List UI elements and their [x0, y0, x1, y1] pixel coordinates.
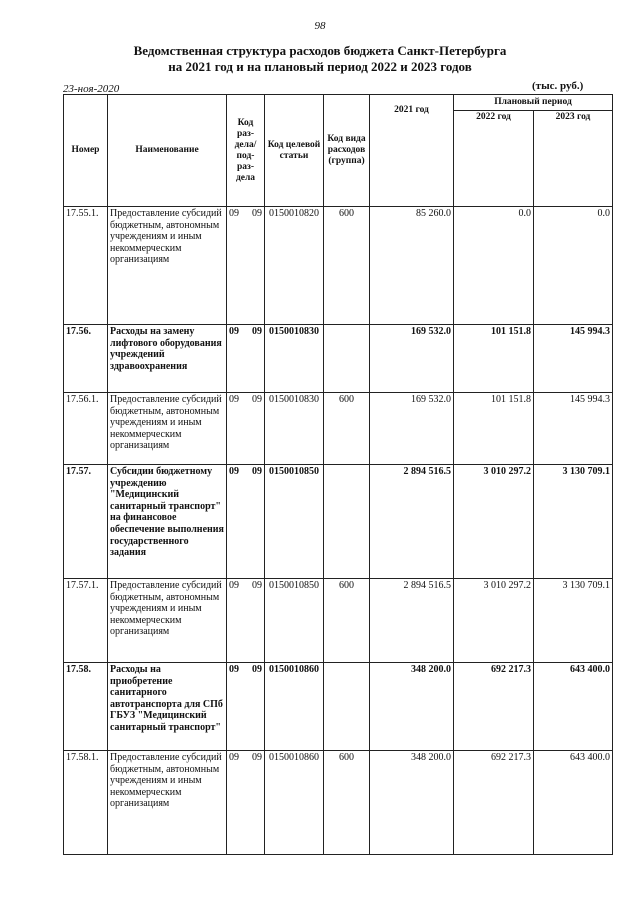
row-name: Предоставление субсидий бюджетным, автономным учреждениям и иным некоммерческим организациям — [108, 751, 227, 855]
row-2021: 348 200.0 — [370, 751, 454, 855]
row-section-code: 09 09 — [227, 663, 265, 751]
row-2023: 145 994.3 — [534, 393, 613, 465]
title-line-1: Ведомственная структура расходов бюджета Санкт-Петербурга — [133, 43, 507, 58]
header-planned-period: Плановый период — [454, 95, 613, 111]
row-number: 17.55.1. — [64, 207, 108, 325]
row-expense-code — [324, 465, 370, 579]
table-row — [64, 393, 613, 465]
header-target-code: Код целевой статьи — [265, 95, 324, 207]
header-2021: 2021 год — [370, 95, 454, 207]
row-name: Расходы на замену лифтового оборудования учреждений здравоохранения — [108, 325, 227, 393]
table-row — [64, 751, 613, 855]
row-2022: 692 217.3 — [454, 751, 534, 855]
table-row — [64, 465, 613, 579]
row-section-code: 09 09 — [227, 207, 265, 325]
row-2021: 85 260.0 — [370, 207, 454, 325]
row-name: Предоставление субсидий бюджетным, автономным учреждениям и иным некоммерческим организациям — [108, 207, 227, 325]
row-section-code: 09 09 — [227, 393, 265, 465]
header-number: Номер — [64, 95, 108, 207]
row-expense-code: 600 — [324, 751, 370, 855]
row-target-code: 0150010860 — [265, 663, 324, 751]
row-name: Предоставление субсидий бюджетным, автономным учреждениям и иным некоммерческим организациям — [108, 393, 227, 465]
header-2022: 2022 год — [454, 111, 534, 207]
row-name: Субсидии бюджетному учреждению "Медицинский санитарный транспорт" на финансовое обеспечение выполнения государственного задания — [108, 465, 227, 579]
row-expense-code: 600 — [324, 207, 370, 325]
row-number: 17.57.1. — [64, 579, 108, 663]
row-2022: 3 010 297.2 — [454, 465, 534, 579]
row-2022: 692 217.3 — [454, 663, 534, 751]
row-expense-code — [324, 325, 370, 393]
row-number: 17.58. — [64, 663, 108, 751]
header-name: Наименование — [108, 95, 227, 207]
table-row — [64, 325, 613, 393]
row-section-code: 09 09 — [227, 465, 265, 579]
row-2021: 2 894 516.5 — [370, 465, 454, 579]
row-name: Расходы на приобретение санитарного автотранспорта для СПб ГБУЗ "Медицинский санитарный транспорт" — [108, 663, 227, 751]
row-target-code: 0150010830 — [265, 325, 324, 393]
header-2023: 2023 год — [534, 111, 613, 207]
document-title — [0, 43, 640, 75]
row-2021: 2 894 516.5 — [370, 579, 454, 663]
row-2022: 0.0 — [454, 207, 534, 325]
row-2022: 3 010 297.2 — [454, 579, 534, 663]
table-row — [64, 207, 613, 325]
row-section-code: 09 09 — [227, 579, 265, 663]
row-number: 17.56.1. — [64, 393, 108, 465]
title-line-2: на 2021 год и на плановый период 2022 и 2023 годов — [168, 59, 472, 74]
row-target-code: 0150010850 — [265, 579, 324, 663]
row-2021: 348 200.0 — [370, 663, 454, 751]
row-2023: 643 400.0 — [534, 751, 613, 855]
row-2022: 101 151.8 — [454, 393, 534, 465]
units-label: (тыс. руб.) — [532, 80, 584, 92]
row-expense-code: 600 — [324, 393, 370, 465]
row-2023: 145 994.3 — [534, 325, 613, 393]
row-number: 17.57. — [64, 465, 108, 579]
row-number: 17.56. — [64, 325, 108, 393]
row-name: Предоставление субсидий бюджетным, автономным учреждениям и иным некоммерческим организациям — [108, 579, 227, 663]
table-row — [64, 579, 613, 663]
row-number: 17.58.1. — [64, 751, 108, 855]
budget-table — [63, 94, 613, 855]
row-target-code: 0150010860 — [265, 751, 324, 855]
row-2023: 643 400.0 — [534, 663, 613, 751]
row-section-code: 09 09 — [227, 751, 265, 855]
row-2021: 169 532.0 — [370, 325, 454, 393]
header-section-code: Код раз-дела/ под-раз-дела — [227, 95, 265, 207]
row-expense-code — [324, 663, 370, 751]
row-2021: 169 532.0 — [370, 393, 454, 465]
row-target-code: 0150010850 — [265, 465, 324, 579]
row-2023: 0.0 — [534, 207, 613, 325]
row-2023: 3 130 709.1 — [534, 579, 613, 663]
row-2023: 3 130 709.1 — [534, 465, 613, 579]
header-expense-code: Код вида расходов (группа) — [324, 95, 370, 207]
report-date: 23-ноя-2020 — [63, 83, 120, 95]
row-2022: 101 151.8 — [454, 325, 534, 393]
page-number: 98 — [314, 20, 326, 32]
row-target-code: 0150010820 — [265, 207, 324, 325]
row-target-code: 0150010830 — [265, 393, 324, 465]
table-row — [64, 663, 613, 751]
row-expense-code: 600 — [324, 579, 370, 663]
row-section-code: 09 09 — [227, 325, 265, 393]
